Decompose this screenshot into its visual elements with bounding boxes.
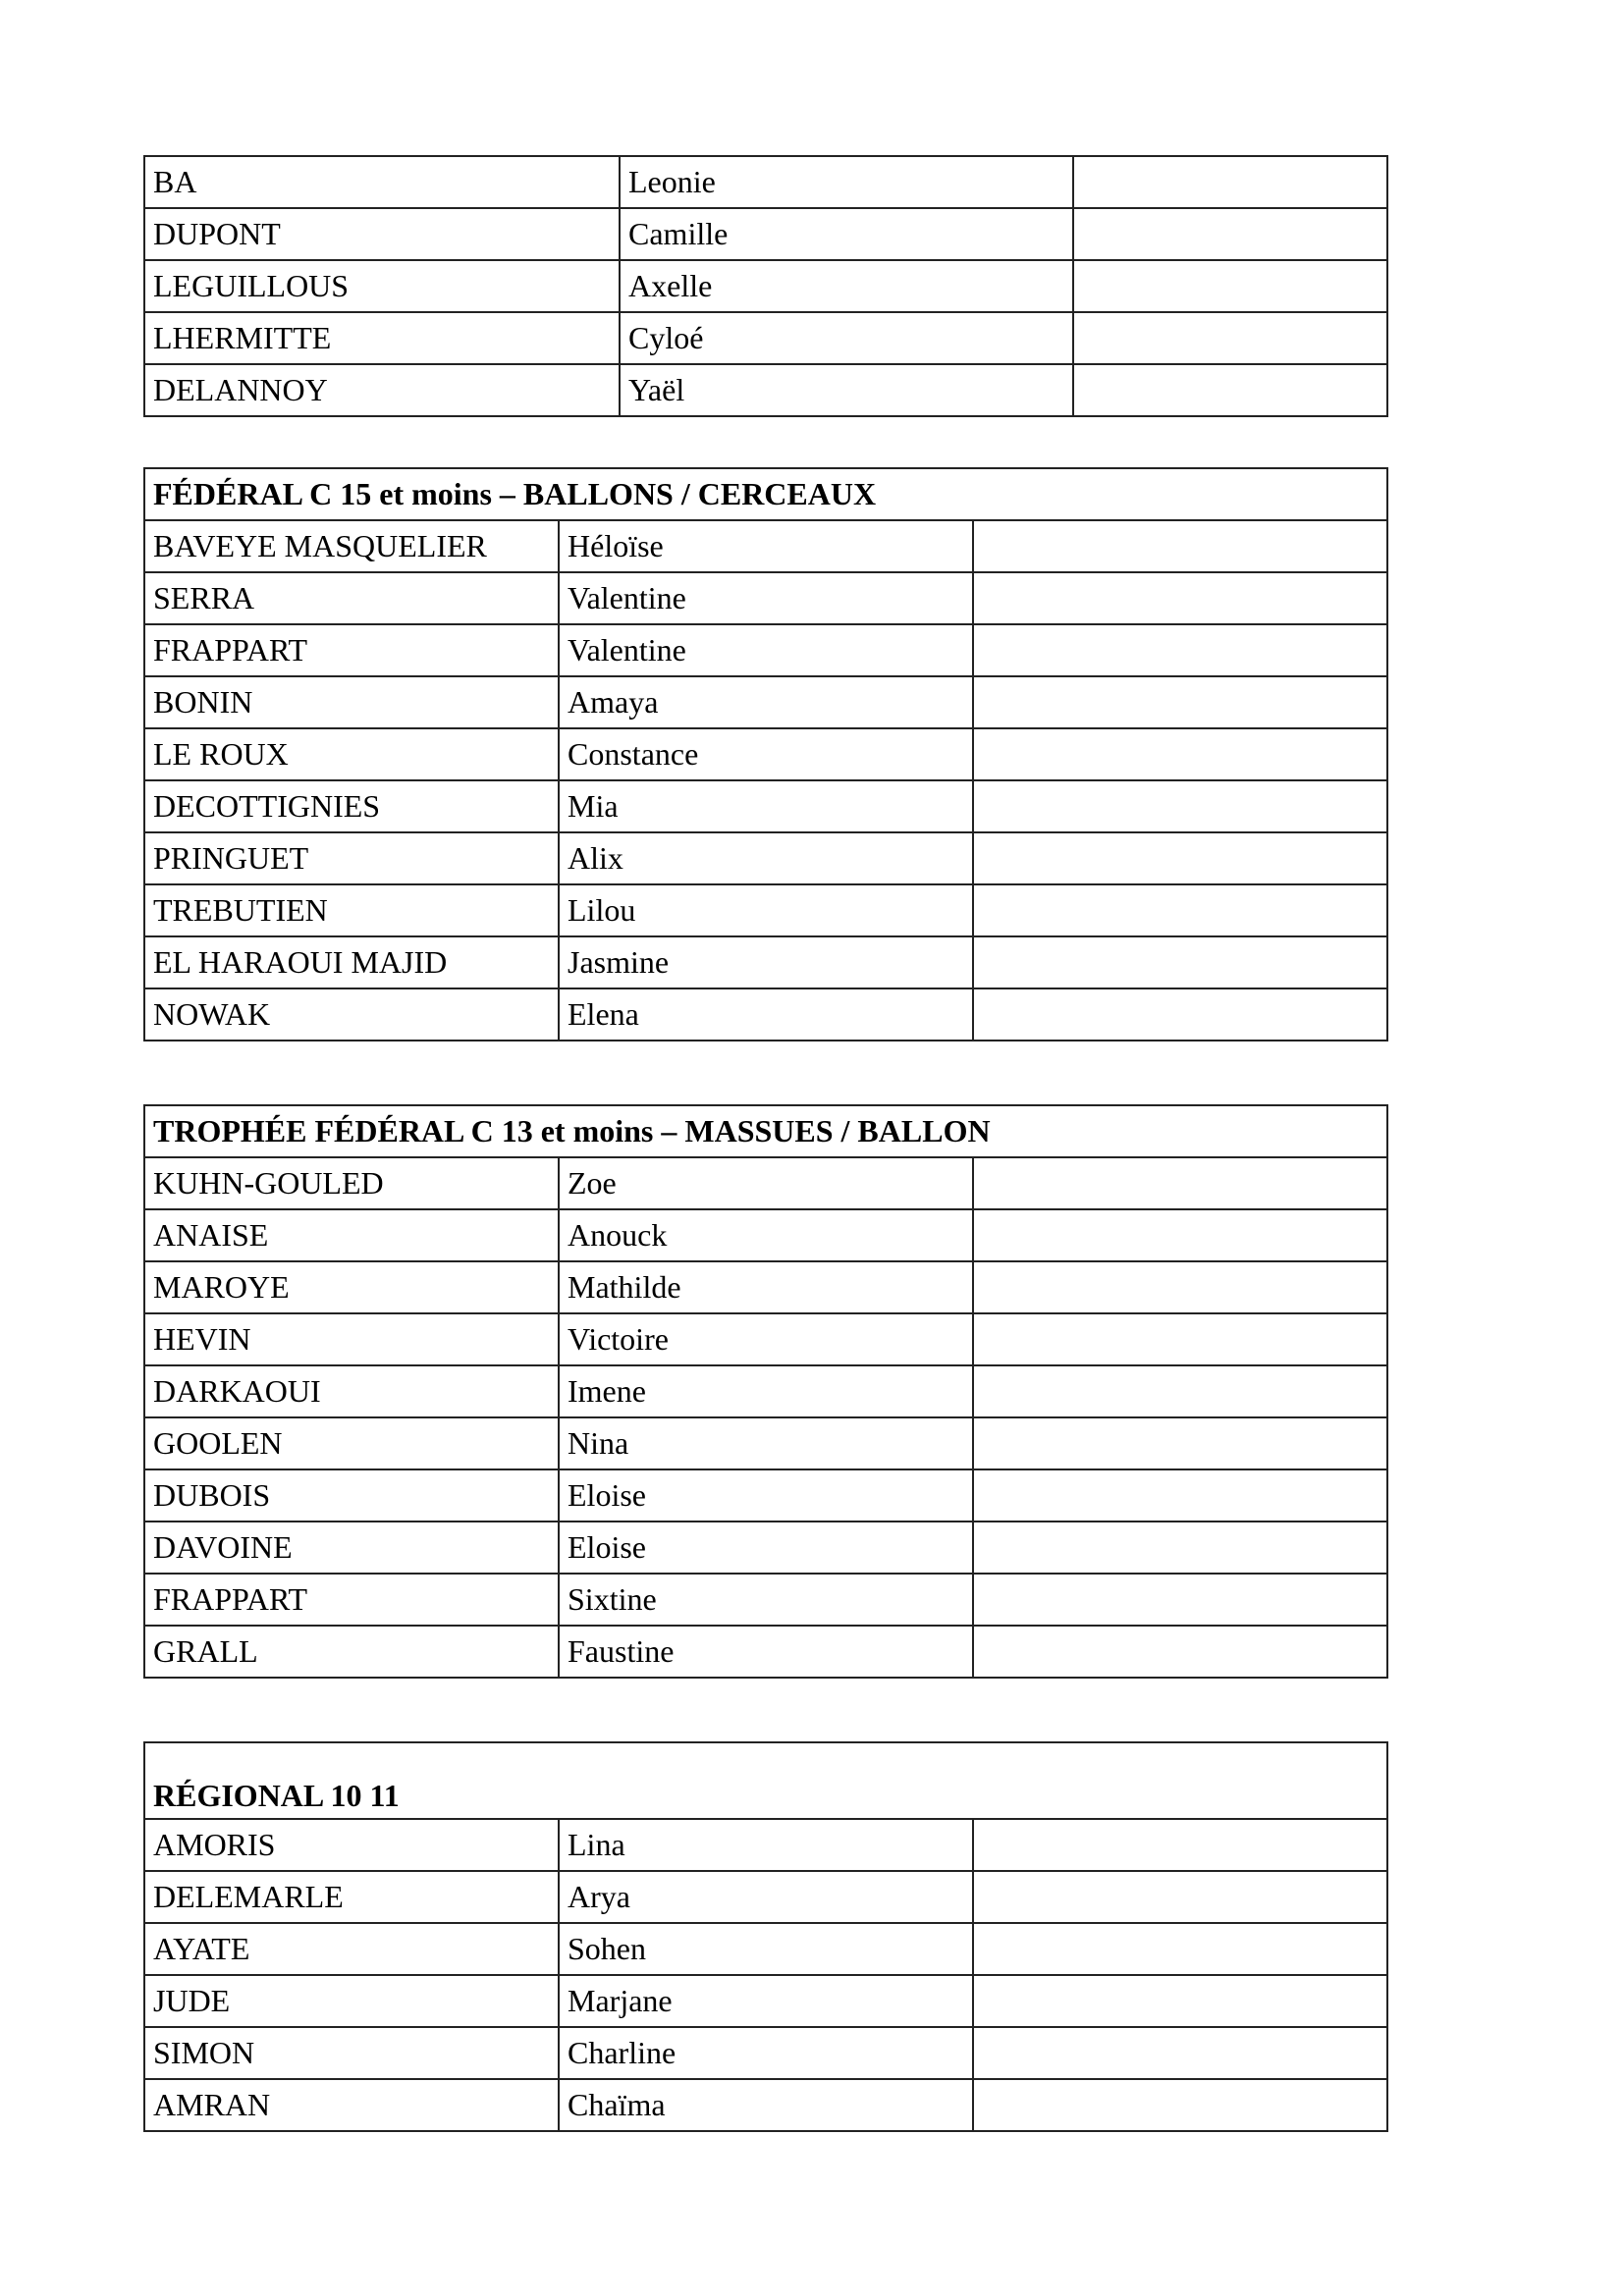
table-row: [144, 884, 1387, 936]
table-row: [144, 624, 1387, 676]
empty-cell: [1073, 156, 1387, 208]
first-name-cell: Alix: [559, 832, 973, 884]
empty-cell: [1073, 208, 1387, 260]
first-name-cell: Constance: [559, 728, 973, 780]
table-row: [144, 728, 1387, 780]
last-name-cell: GOOLEN: [144, 1417, 559, 1469]
table-row: [144, 1469, 1387, 1522]
last-name-cell: GRALL: [144, 1626, 559, 1678]
first-name-cell: Lina: [559, 1819, 973, 1871]
table-row: [144, 1923, 1387, 1975]
table-row: [144, 1574, 1387, 1626]
empty-cell: [973, 1626, 1387, 1678]
first-name-cell: Camille: [620, 208, 1073, 260]
empty-cell: [973, 1313, 1387, 1365]
last-name-cell: SERRA: [144, 572, 559, 624]
table-row: [144, 208, 1387, 260]
empty-cell: [973, 1574, 1387, 1626]
empty-cell: [973, 1365, 1387, 1417]
first-name-cell: Cyloé: [620, 312, 1073, 364]
last-name-cell: HEVIN: [144, 1313, 559, 1365]
empty-cell: [973, 884, 1387, 936]
last-name-cell: DELEMARLE: [144, 1871, 559, 1923]
table-row: [144, 2027, 1387, 2079]
table-row: [144, 520, 1387, 572]
last-name-cell: EL HARAOUI MAJID: [144, 936, 559, 988]
first-name-cell: Marjane: [559, 1975, 973, 2027]
table-row: [144, 1417, 1387, 1469]
last-name-cell: PRINGUET: [144, 832, 559, 884]
empty-cell: [973, 1923, 1387, 1975]
table-row: [144, 936, 1387, 988]
table-row: [144, 676, 1387, 728]
empty-cell: [973, 676, 1387, 728]
last-name-cell: NOWAK: [144, 988, 559, 1041]
first-name-cell: Héloïse: [559, 520, 973, 572]
first-name-cell: Sixtine: [559, 1574, 973, 1626]
last-name-cell: DECOTTIGNIES: [144, 780, 559, 832]
table-row: [144, 572, 1387, 624]
empty-cell: [973, 1975, 1387, 2027]
table-row: [144, 1365, 1387, 1417]
last-name-cell: LHERMITTE: [144, 312, 620, 364]
empty-cell: [973, 1469, 1387, 1522]
first-name-cell: Mathilde: [559, 1261, 973, 1313]
empty-cell: [973, 624, 1387, 676]
empty-cell: [973, 1157, 1387, 1209]
roster-table-1: [143, 155, 1388, 417]
last-name-cell: ANAISE: [144, 1209, 559, 1261]
section-title: FÉDÉRAL C 15 et moins – BALLONS / CERCEAUX: [144, 468, 1387, 520]
table-row: [144, 1871, 1387, 1923]
last-name-cell: DUPONT: [144, 208, 620, 260]
table-row: [144, 260, 1387, 312]
empty-cell: [973, 1819, 1387, 1871]
roster-table-federal-c15: [143, 467, 1388, 1041]
first-name-cell: Zoe: [559, 1157, 973, 1209]
section-header-row: [144, 1742, 1387, 1819]
first-name-cell: Leonie: [620, 156, 1073, 208]
empty-cell: [973, 988, 1387, 1041]
empty-cell: [973, 1261, 1387, 1313]
table-row: [144, 1313, 1387, 1365]
last-name-cell: MAROYE: [144, 1261, 559, 1313]
last-name-cell: JUDE: [144, 1975, 559, 2027]
empty-cell: [973, 2079, 1387, 2131]
last-name-cell: DELANNOY: [144, 364, 620, 416]
first-name-cell: Axelle: [620, 260, 1073, 312]
section-title: TROPHÉE FÉDÉRAL C 13 et moins – MASSUES / BALLON: [144, 1105, 1387, 1157]
first-name-cell: Valentine: [559, 624, 973, 676]
first-name-cell: Imene: [559, 1365, 973, 1417]
last-name-cell: BA: [144, 156, 620, 208]
first-name-cell: Yaël: [620, 364, 1073, 416]
table-row: [144, 1975, 1387, 2027]
table-row: [144, 312, 1387, 364]
section-title: RÉGIONAL 10 11: [144, 1742, 1387, 1819]
first-name-cell: Arya: [559, 1871, 973, 1923]
first-name-cell: Valentine: [559, 572, 973, 624]
last-name-cell: FRAPPART: [144, 1574, 559, 1626]
empty-cell: [973, 728, 1387, 780]
empty-cell: [973, 832, 1387, 884]
last-name-cell: KUHN-GOULED: [144, 1157, 559, 1209]
section-header-row: [144, 1105, 1387, 1157]
first-name-cell: Chaïma: [559, 2079, 973, 2131]
first-name-cell: Faustine: [559, 1626, 973, 1678]
first-name-cell: Charline: [559, 2027, 973, 2079]
table-row: [144, 1626, 1387, 1678]
empty-cell: [1073, 260, 1387, 312]
last-name-cell: SIMON: [144, 2027, 559, 2079]
last-name-cell: FRAPPART: [144, 624, 559, 676]
last-name-cell: BONIN: [144, 676, 559, 728]
first-name-cell: Eloise: [559, 1469, 973, 1522]
empty-cell: [973, 780, 1387, 832]
last-name-cell: DARKAOUI: [144, 1365, 559, 1417]
last-name-cell: DUBOIS: [144, 1469, 559, 1522]
last-name-cell: AMORIS: [144, 1819, 559, 1871]
empty-cell: [973, 520, 1387, 572]
first-name-cell: Mia: [559, 780, 973, 832]
last-name-cell: TREBUTIEN: [144, 884, 559, 936]
roster-table-trophee-federal-c13: [143, 1104, 1388, 1679]
first-name-cell: Nina: [559, 1417, 973, 1469]
roster-table-regional-10-11: [143, 1741, 1388, 2132]
empty-cell: [973, 1522, 1387, 1574]
empty-cell: [973, 2027, 1387, 2079]
first-name-cell: Jasmine: [559, 936, 973, 988]
first-name-cell: Anouck: [559, 1209, 973, 1261]
table-row: [144, 988, 1387, 1041]
first-name-cell: Sohen: [559, 1923, 973, 1975]
last-name-cell: AYATE: [144, 1923, 559, 1975]
first-name-cell: Victoire: [559, 1313, 973, 1365]
empty-cell: [1073, 312, 1387, 364]
last-name-cell: BAVEYE MASQUELIER: [144, 520, 559, 572]
first-name-cell: Elena: [559, 988, 973, 1041]
table-row: [144, 1261, 1387, 1313]
table-row: [144, 2079, 1387, 2131]
table-row: [144, 1819, 1387, 1871]
first-name-cell: Eloise: [559, 1522, 973, 1574]
empty-cell: [973, 1417, 1387, 1469]
table-row: [144, 156, 1387, 208]
empty-cell: [973, 1209, 1387, 1261]
empty-cell: [1073, 364, 1387, 416]
last-name-cell: DAVOINE: [144, 1522, 559, 1574]
table-row: [144, 1522, 1387, 1574]
last-name-cell: LE ROUX: [144, 728, 559, 780]
section-header-row: [144, 468, 1387, 520]
table-row: [144, 832, 1387, 884]
empty-cell: [973, 936, 1387, 988]
table-row: [144, 780, 1387, 832]
table-row: [144, 364, 1387, 416]
first-name-cell: Amaya: [559, 676, 973, 728]
last-name-cell: AMRAN: [144, 2079, 559, 2131]
empty-cell: [973, 1871, 1387, 1923]
empty-cell: [973, 572, 1387, 624]
first-name-cell: Lilou: [559, 884, 973, 936]
table-row: [144, 1157, 1387, 1209]
table-row: [144, 1209, 1387, 1261]
last-name-cell: LEGUILLOUS: [144, 260, 620, 312]
